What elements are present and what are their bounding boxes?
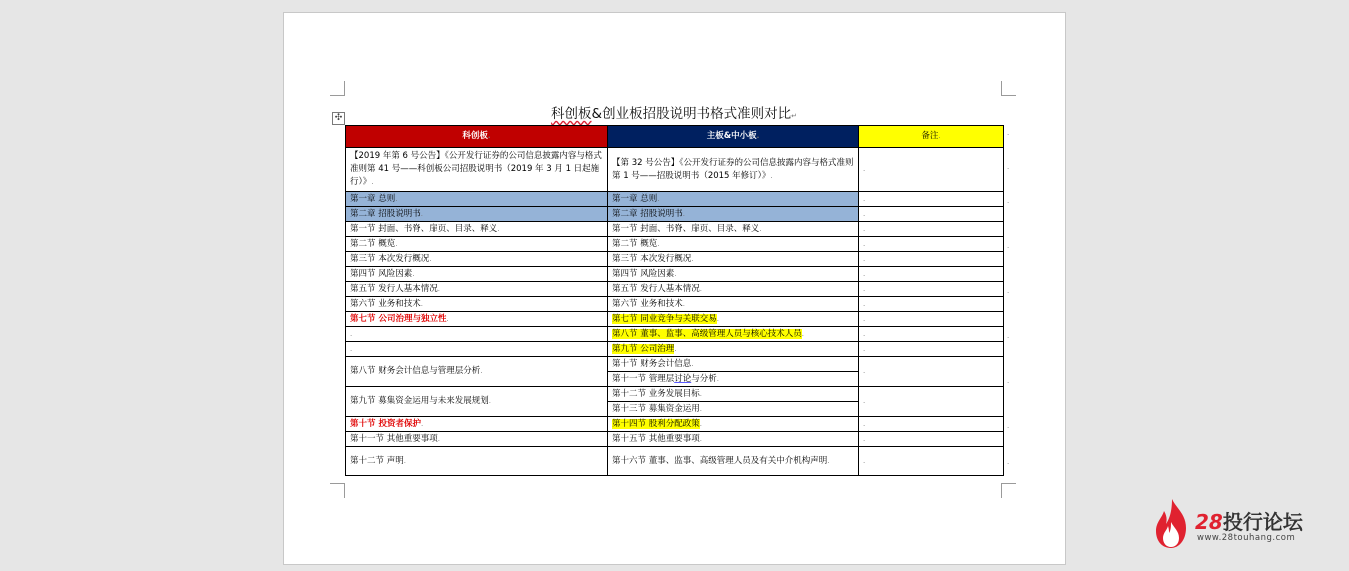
end-of-row-mark: .: [1007, 422, 1010, 430]
title-part-2: &创业板招股说明书格式准则对比: [591, 106, 792, 122]
remark-cell[interactable]: .: [859, 148, 1004, 192]
remark-cell[interactable]: .: [859, 207, 1004, 222]
header-kcb: 科创板.: [346, 126, 608, 148]
crop-mark-top-right: [1001, 81, 1016, 96]
table-row: [346, 447, 1004, 476]
intro-left[interactable]: 【2019 年第 6 号公告】《公开发行证券的公司信息披露内容与格式准则第 41 号——科创板公司招股说明书（2019 年 3 月 1 日起施行）》.: [346, 148, 608, 192]
document-title: [344, 102, 1004, 122]
table-row: [346, 342, 1004, 357]
watermark-url: www.28touhang.com: [1197, 533, 1296, 543]
cell-s5-right[interactable]: 第五节 发行人基本情况.: [608, 282, 859, 297]
cell-s6-right[interactable]: 第六节 业务和技术.: [608, 297, 859, 312]
remark-cell[interactable]: .: [859, 222, 1004, 237]
intro-right[interactable]: 【第 32 号公告】《公开发行证券的公司信息披露内容与格式准则第 1 号——招股说明书（2015 年修订）》.: [608, 148, 859, 192]
cell-empty-left[interactable]: .: [346, 342, 608, 357]
cell-s11-right[interactable]: 第十一节 管理层讨论与分析.: [608, 372, 859, 387]
table-row: [346, 207, 1004, 222]
remark-cell[interactable]: .: [859, 327, 1004, 342]
cell-s1-left[interactable]: 第一节 封面、书脊、扉页、目录、释义.: [346, 222, 608, 237]
remark-cell[interactable]: .: [859, 192, 1004, 207]
table-row: [346, 432, 1004, 447]
end-of-row-mark: .: [1007, 163, 1010, 171]
end-of-row-mark: .: [1007, 129, 1010, 137]
remark-cell[interactable]: .: [859, 447, 1004, 476]
cell-s8-left[interactable]: 第八节 财务会计信息与管理层分析.: [346, 357, 608, 387]
end-of-row-mark: .: [1007, 332, 1010, 340]
cell-s7-right[interactable]: 第七节 同业竞争与关联交易.: [608, 312, 859, 327]
cell-s7-left[interactable]: 第七节 公司治理与独立性.: [346, 312, 608, 327]
watermark-brand: 28投行论坛: [1195, 510, 1303, 534]
table-row: [346, 387, 1004, 402]
end-of-row-mark: .: [1007, 458, 1010, 466]
cell-s14-right[interactable]: 第十四节 股利分配政策.: [608, 417, 859, 432]
cell-s12-right[interactable]: 第十二节 业务发展目标.: [608, 387, 859, 402]
cell-s9-left[interactable]: 第九节 募集资金运用与未来发展规划.: [346, 387, 608, 417]
end-of-row-mark: .: [1007, 197, 1010, 205]
remark-cell[interactable]: .: [859, 387, 1004, 417]
remark-cell[interactable]: .: [859, 237, 1004, 252]
cell-s1-right[interactable]: 第一节 封面、书脊、扉页、目录、释义.: [608, 222, 859, 237]
table-row: [346, 237, 1004, 252]
cell-s10-left[interactable]: 第十节 投资者保护.: [346, 417, 608, 432]
cell-s3-left[interactable]: 第三节 本次发行概况.: [346, 252, 608, 267]
table-row: [346, 222, 1004, 237]
cell-s9-right[interactable]: 第九节 公司治理.: [608, 342, 859, 357]
remark-cell[interactable]: .: [859, 417, 1004, 432]
end-of-row-mark: .: [1007, 242, 1010, 250]
table-row: [346, 312, 1004, 327]
watermark-logo: [1152, 494, 1332, 554]
cell-s10-right[interactable]: 第十节 财务会计信息.: [608, 357, 859, 372]
table-row: [346, 327, 1004, 342]
cell-s15-right[interactable]: 第十五节 其他重要事项.: [608, 432, 859, 447]
cell-s4-left[interactable]: 第四节 风险因素.: [346, 267, 608, 282]
cell-s8-right[interactable]: 第八节 董事、监事、高级管理人员与核心技术人员.: [608, 327, 859, 342]
cell-s6-left[interactable]: 第六节 业务和技术.: [346, 297, 608, 312]
title-part-1: 科创板: [551, 106, 592, 122]
cell-s11-left[interactable]: 第十一节 其他重要事项.: [346, 432, 608, 447]
end-of-row-mark: .: [1007, 287, 1010, 295]
remark-cell[interactable]: .: [859, 312, 1004, 327]
remark-cell[interactable]: .: [859, 357, 1004, 387]
table-row: [346, 192, 1004, 207]
table-row: [346, 267, 1004, 282]
crop-mark-bottom-right: [1001, 483, 1016, 498]
comparison-table: [345, 125, 1004, 476]
remark-cell[interactable]: .: [859, 297, 1004, 312]
cell-empty-left[interactable]: .: [346, 327, 608, 342]
crop-mark-top-left: [330, 81, 345, 96]
cell-s12-left[interactable]: 第十二节 声明.: [346, 447, 608, 476]
remark-cell[interactable]: .: [859, 342, 1004, 357]
cell-s4-right[interactable]: 第四节 风险因素.: [608, 267, 859, 282]
table-row: [346, 252, 1004, 267]
header-remarks: 备注.: [859, 126, 1004, 148]
cell-ch1-left[interactable]: 第一章 总则.: [346, 192, 608, 207]
remark-cell[interactable]: .: [859, 432, 1004, 447]
cell-ch1-right[interactable]: 第一章 总则.: [608, 192, 859, 207]
cell-s13-right[interactable]: 第十三节 募集资金运用.: [608, 402, 859, 417]
cell-ch2-left[interactable]: 第二章 招股说明书.: [346, 207, 608, 222]
table-row: [346, 417, 1004, 432]
crop-mark-bottom-left: [330, 483, 345, 498]
cell-s3-right[interactable]: 第三节 本次发行概况.: [608, 252, 859, 267]
paragraph-mark: ↵: [791, 112, 797, 120]
cell-ch2-right[interactable]: 第二章 招股说明书.: [608, 207, 859, 222]
end-of-row-mark: .: [1007, 377, 1010, 385]
remark-cell[interactable]: .: [859, 252, 1004, 267]
table-row: [346, 282, 1004, 297]
document-page: [283, 12, 1066, 565]
remark-cell[interactable]: .: [859, 282, 1004, 297]
cell-s16-right[interactable]: 第十六节 董事、监事、高级管理人员及有关中介机构声明.: [608, 447, 859, 476]
table-header-row: [346, 126, 1004, 148]
table-row-intro: [346, 148, 1004, 192]
table-move-handle-icon[interactable]: ✣: [332, 112, 345, 125]
cell-s5-left[interactable]: 第五节 发行人基本情况.: [346, 282, 608, 297]
cell-s2-right[interactable]: 第二节 概览.: [608, 237, 859, 252]
remark-cell[interactable]: .: [859, 267, 1004, 282]
table-row: [346, 297, 1004, 312]
flame-icon: [1152, 498, 1192, 550]
header-main-board: 主板&中小板.: [608, 126, 859, 148]
cell-s2-left[interactable]: 第二节 概览.: [346, 237, 608, 252]
table-row: [346, 357, 1004, 372]
